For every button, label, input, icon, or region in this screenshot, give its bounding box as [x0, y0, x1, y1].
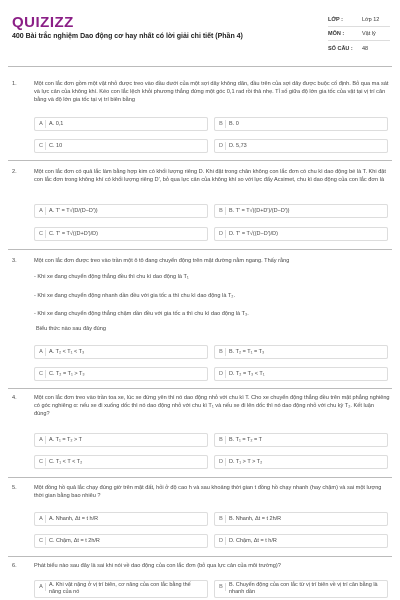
option-letter: A [37, 207, 46, 215]
option-text: C. T' = T√((D+D')/D) [49, 231, 98, 237]
condition-line: Biểu thức nào sau đây đúng [36, 326, 106, 332]
question-divider [8, 477, 392, 478]
option-c[interactable] [34, 139, 208, 153]
option-text: B. 0 [229, 121, 239, 127]
option-letter: B [217, 348, 226, 356]
option-d[interactable] [214, 139, 388, 153]
option-text: C. 10 [49, 143, 63, 149]
option-text: C. Chậm, Δt = t 2h/R [49, 538, 100, 544]
option-text: A. 0,1 [49, 121, 64, 127]
option-d[interactable] [214, 455, 388, 469]
option-letter: A [37, 515, 46, 523]
option-b[interactable] [214, 204, 388, 218]
divider [328, 26, 390, 27]
question-stem: Một con lắc đơn gồm một vật nhỏ được treo vào đầu dưới của một sợi dây không dãn, đầu trên của sợi dây được buộc cố định. Bỏ qua ma sát và lực cản của không khí. Kéo con lắc lệch khỏi phương thẳng đứng một góc 0,1 rad rồi thả nhẹ. Tỉ số giữa độ lớn gia tốc của vật tại vị trí cân bằng và độ lớn gia tốc tại vị trí biên bằng [34, 81, 389, 103]
count-value: 48 [362, 46, 369, 52]
question-stem: Một con lắc đơn có quả lắc làm bằng hợp kim có khối lượng riêng D. Khi đặt trong chân không con lắc đơn có chu kì dao động bé là T. Khi đặt con lắc đơn trong không khí có khối lượng riêng D', bỏ qua lực cản của không khí so với lực đẩy Acsimet, chu kì dao động của con lắc đơn là [34, 169, 386, 183]
option-letter: A [37, 348, 46, 356]
quizizz-logo: QUIZIZZ [12, 14, 74, 31]
option-letter: D [217, 142, 226, 150]
option-c[interactable] [34, 227, 208, 241]
condition-line: - Khi xe đang chuyển động thẳng đều thì chu kì dao động là T₁ [34, 274, 189, 280]
option-a[interactable] [34, 345, 208, 359]
option-text: A. T₂ < T₁ < T₃ [49, 349, 85, 355]
option-letter: C [37, 370, 46, 378]
option-text: B. Chuyển động của con lắc từ vị trí biên về vị trí cân bằng là nhanh dần [229, 582, 378, 595]
option-letter: C [37, 142, 46, 150]
option-letter: B [217, 515, 226, 523]
question-divider [8, 249, 392, 250]
option-text: D. T₁ > T > T₂ [229, 459, 263, 465]
option-text: A. Khi vật nặng ở vị trí biên, cơ năng của con lắc bằng thế năng của nó [49, 582, 191, 595]
option-text: D. T' = T√((D−D')/D) [229, 231, 278, 237]
option-text: A. T' = T√(D/(D−D')) [49, 208, 98, 214]
option-c[interactable] [34, 455, 208, 469]
page-header [0, 0, 400, 62]
class-label: LỚP : [328, 17, 343, 23]
option-a[interactable] [34, 512, 208, 526]
option-b[interactable] [214, 117, 388, 131]
question-divider [8, 556, 392, 557]
option-b[interactable] [214, 345, 388, 359]
question-number: 4. [12, 395, 17, 401]
option-b[interactable] [214, 433, 388, 447]
option-letter: A [37, 120, 46, 128]
divider [328, 40, 390, 41]
option-letter: B [217, 436, 226, 444]
condition-line: - Khi xe đang chuyển động thẳng chậm dần đều với gia tốc a thì chu kì dao động là T₃. [34, 311, 249, 317]
option-text: B. Nhanh, Δt = t 2h/R [229, 516, 282, 522]
condition-line: - Khi xe đang chuyển động nhanh dần đều với gia tốc a thì chu kì dao động là T₂. [34, 293, 236, 299]
option-b[interactable] [214, 580, 388, 598]
option-text: B. T' = T√((D+D')/(D−D')) [229, 208, 290, 214]
option-letter: B [217, 120, 226, 128]
option-text: A. Nhanh, Δt = t h/R [49, 516, 99, 522]
question-stem: Một con lắc đơn treo vào trần toa xe, lúc xe đứng yên thì nó dao động nhỏ với chu kì T. Cho xe chuyển động thẳng đều trên mặt phẳng nghiêng có góc nghiêng α: nếu xe đi xuống dốc thì nó dao động nhỏ với chu kì T₁ và nếu xe đi lên dốc thì nó dao động nhỏ với chu kỳ T₂. Kết luận đúng? [34, 395, 390, 417]
option-a[interactable] [34, 580, 208, 598]
option-letter: D [217, 370, 226, 378]
option-text: D. T₂ = T₃ < T₁ [229, 371, 265, 377]
page-title: 400 Bài trắc nghiệm Dao động cơ hay nhất có lời giải chi tiết (Phần 4) [12, 33, 243, 40]
class-value: Lớp 12 [362, 17, 380, 23]
option-letter: C [37, 230, 46, 238]
question-number: 5. [12, 485, 17, 491]
option-text: C. T₂ = T₁ > T₃ [49, 371, 85, 377]
question-number: 3. [12, 258, 17, 264]
question-stem: Phát biểu nào sau đây là sai khi nói về dao động của con lắc đơn (bỏ qua lực cản của môi trường)? [34, 563, 281, 569]
option-c[interactable] [34, 534, 208, 548]
option-text: D. 5,73 [229, 143, 247, 149]
option-letter: A [37, 583, 46, 591]
question-number: 1. [12, 81, 17, 87]
option-text: D. Chậm, Δt = t h/R [229, 538, 277, 544]
question-divider [8, 388, 392, 389]
header-divider [8, 66, 392, 67]
option-d[interactable] [214, 227, 388, 241]
option-a[interactable] [34, 204, 208, 218]
option-b[interactable] [214, 512, 388, 526]
option-letter: C [37, 537, 46, 545]
option-letter: D [217, 537, 226, 545]
option-a[interactable] [34, 117, 208, 131]
question-number: 6. [12, 563, 17, 569]
subject-value: Vật lý [362, 31, 376, 37]
option-d[interactable] [214, 534, 388, 548]
option-letter: B [217, 583, 226, 591]
option-letter: D [217, 230, 226, 238]
count-label: SỐ CÂU : [328, 46, 353, 52]
option-letter: B [217, 207, 226, 215]
question-number: 2. [12, 169, 17, 175]
option-text: C. T₁ < T < T₂ [49, 459, 83, 465]
subject-label: MÔN : [328, 31, 345, 37]
question-stem: Một đồng hồ quả lắc chạy đúng giờ trên mặt đất, hỏi ở độ cao h và sau khoảng thời gian t đồng hồ chạy nhanh (hay chậm) và sai một lượng thời gian bằng bao nhiêu ? [34, 485, 382, 499]
option-a[interactable] [34, 433, 208, 447]
option-text: B. T₂ = T₁ = T₃ [229, 349, 265, 355]
question-stem: Một con lắc đơn được treo vào trần một ô tô đang chuyển động trên mặt đường nằm ngang. Thấy rằng [34, 258, 290, 264]
question-divider [8, 160, 392, 161]
option-text: A. T₁ = T₂ > T [49, 437, 83, 443]
option-letter: C [37, 458, 46, 466]
option-text: B. T₁ = T₂ = T [229, 437, 263, 443]
option-letter: A [37, 436, 46, 444]
option-c[interactable] [34, 367, 208, 381]
option-d[interactable] [214, 367, 388, 381]
option-letter: D [217, 458, 226, 466]
